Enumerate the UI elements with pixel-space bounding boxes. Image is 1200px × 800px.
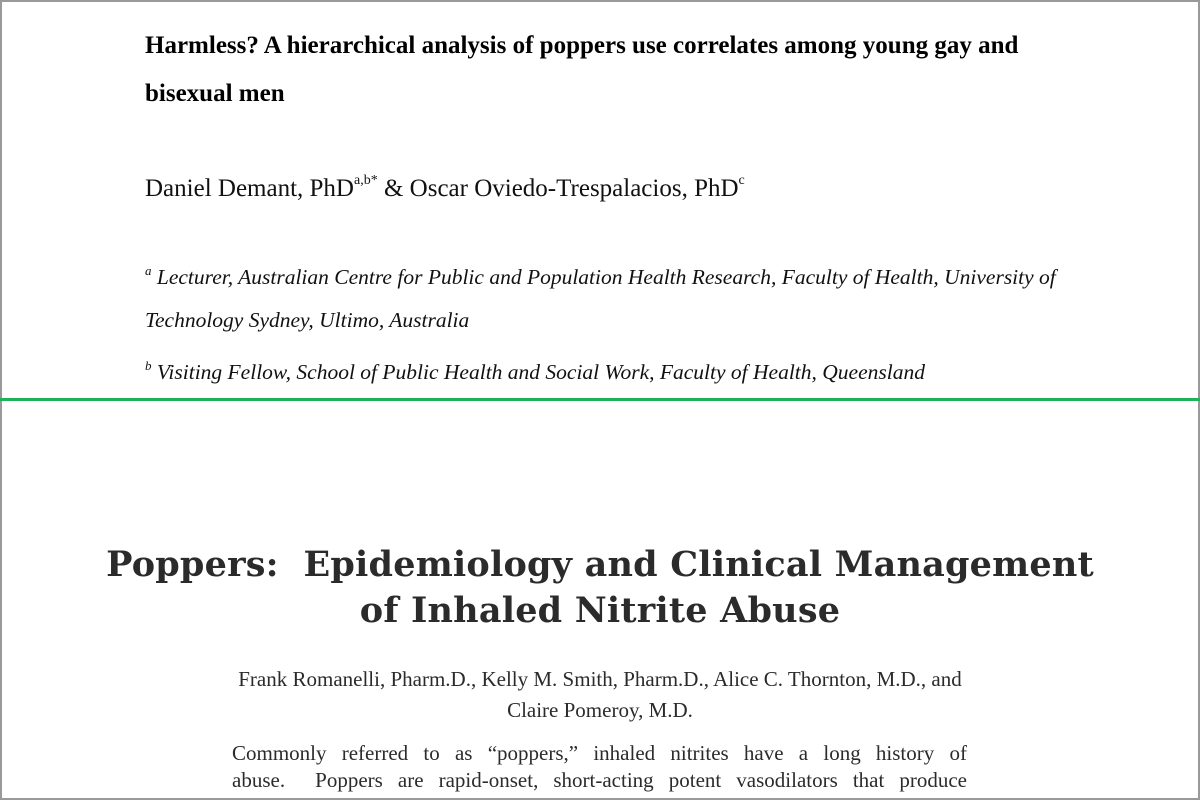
paper2-title-line: Poppers: Epidemiology and Clinical Management xyxy=(106,544,1094,585)
paper2-excerpt xyxy=(0,401,1200,800)
abstract-line: Commonly referred to as “poppers,” inhaled nitrites have a long history of xyxy=(232,741,967,765)
paper1-affiliation-a xyxy=(145,256,1085,342)
paper1-author-name: Daniel Demant, PhD xyxy=(145,175,354,202)
paper1-author-name: Oscar Oviedo-Trespalacios, PhD xyxy=(409,175,739,202)
paper1-author-affiliation-mark: a,b* xyxy=(353,173,378,188)
paper1-excerpt xyxy=(0,0,1200,398)
paper2-authors-line: Frank Romanelli, Pharm.D., Kelly M. Smith, Pharm.D., Alice C. Thornton, M.D., and xyxy=(238,667,962,691)
paper2-abstract xyxy=(232,740,967,794)
affiliation-text: Lecturer, Australian Centre for Public and Population Health Research, Faculty of Health, University of Technology Sydney, Ultimo, Australia xyxy=(145,265,1056,332)
paper2-title xyxy=(100,542,1100,634)
abstract-line: abuse. Poppers are rapid-onset, short-acting potent vasodilators that produce xyxy=(232,768,967,792)
paper2-title-line: of Inhaled Nitrite Abuse xyxy=(359,590,841,631)
author-separator: & xyxy=(383,175,404,202)
paper1-author-affiliation-mark: c xyxy=(738,173,745,188)
affiliation-text: Visiting Fellow, School of Public Health and Social Work, Faculty of Health, Queensland xyxy=(156,360,925,384)
paper1-title: Harmless? A hierarchical analysis of poppers use correlates among young gay and bisexual men xyxy=(145,32,1019,107)
paper1-authors xyxy=(145,172,1045,206)
affiliation-mark: a xyxy=(145,263,152,278)
paper2-authors xyxy=(150,664,1050,726)
affiliation-mark: b xyxy=(145,358,152,373)
paper2-authors-line: Claire Pomeroy, M.D. xyxy=(507,698,693,722)
paper1-affiliation-b xyxy=(145,351,1085,394)
